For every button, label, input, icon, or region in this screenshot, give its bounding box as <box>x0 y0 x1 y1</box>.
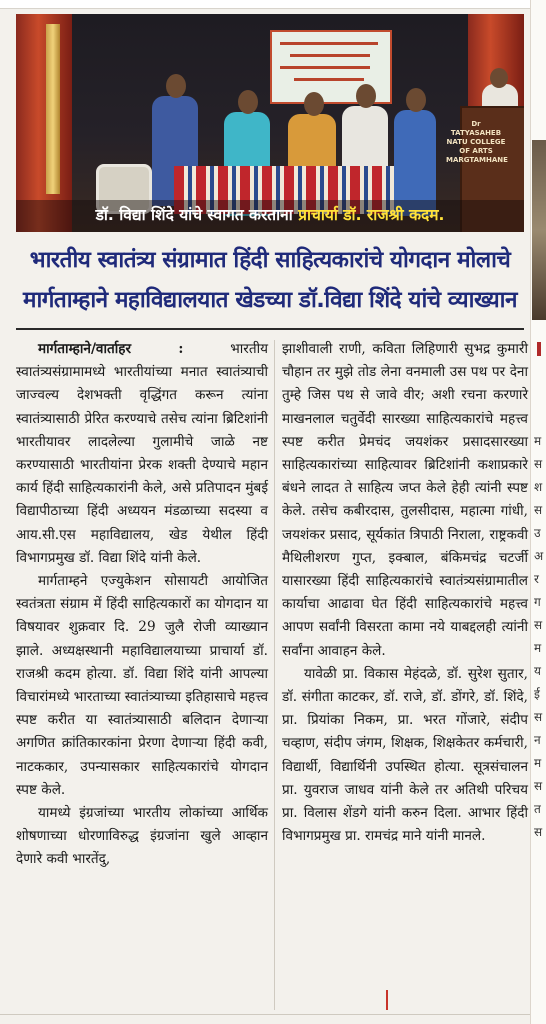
adjacent-photo <box>532 140 546 320</box>
caption-white: डॉ. विद्या शिंदे यांचे स्वागत करताना <box>95 206 293 224</box>
article-paragraph: झाशीवाली राणी, कविता लिहिणारी सुभद्र कुमारी चौहान तर मुझे तोड लेना वनमाली उस पथ पर देना तुम्हे जिस पथ से जावे वीर; अशी रचना करणारे माखनलाल चतुर्वेदी सारख्या साहित्यकारांचे महत्त्व स्पष्ट करीत प्रेमचंद जयशंकर प्रसादसारख्या साहित्यकारांच्या साहित्यावर ब्रिटिशांनी कशाप्रकारे बंधने लादत ते साहित्य जप्त केले हेही त्यांनी स्पष्ट केले. तसेच कबीरदास, तुलसीदास, महात्मा गांधी, जयशंकर प्रसाद, सूर्यकांत त्रिपाठी निराला, राष्ट्रकवी मैथिलीशरण गुप्त, इक्बाल, बंकिमचंद्र चटर्जी यासारख्या हिंदी साहित्यकारांचे स्वातंत्र्यसंग्रामातील कार्याचा आढावा घेत हिंदी साहित्यकारांचे महत्त्व आपण सर्वांनी विसरता कामा नये याबद्दलही त्यांनी सर्वांना आवाहन केले. <box>282 341 528 659</box>
article-paragraph: यामध्ये इंग्रजांच्या भारतीय लोकांच्या आर्थिक शोषणाच्या धोरणाविरुद्ध इंग्रजांना खुले आव्हान देणारे कवी भारतेंदु, <box>16 805 268 868</box>
article-paragraph <box>16 338 268 570</box>
caption-yellow: प्राचार्या डॉ. राजश्री कदम. <box>298 206 445 224</box>
bottom-border <box>0 1014 530 1024</box>
banner-text-line <box>280 42 378 45</box>
article-paragraph: यावेळी प्रा. विकास मेहंदळे, डॉ. सुरेश सुतार, डॉ. संगीता काटकर, डॉ. राजे, डॉ. डोंगरे, डॉ. शिंदे, प्रा. प्रियांका निकम, प्रा. भरत गोंजारे, संदीप चव्हाण, संदीप जंगम, शिक्षक, शिक्षकेतर कर्मचारी, विद्यार्थी, विद्यार्थिनी उपस्थित होत्या. सूत्रसंचालन प्रा. युवराज जाधव यांनी केले तर अतिथी परिचय प्रा. विलास शेंडगे यांनी करुन दिला. आभार हिंदी विभागप्रमुख प्रा. रामचंद्र माने यांनी मानले. <box>282 665 528 845</box>
column-divider <box>274 340 275 1010</box>
adjacent-marker <box>537 342 541 356</box>
red-marker <box>386 990 388 1010</box>
person-5-head <box>406 88 426 112</box>
article-paragraph-text: भारतीय स्वातंत्र्यसंग्रामामध्ये भारतीयांच्या मनात स्वातंत्र्याची जाज्वल्य देशभक्ती वृद्धिंगत करून त्यांना स्वातंत्र्यासाठी प्रेरित करण्याचे तसेच त्यांना ब्रिटिशांनी भारतीयावर लादलेल्या गुलामीचे जाळे नष्ट करण्यासाठी भारतीयांना प्रेरक शक्ती देण्याचे महान कार्य हिंदी साहित्यकारांनी केले, असे प्रतिपादन मुंबई विद्यापीठाच्या हिंदी अध्ययन मंडळाच्या सदस्या व आय.सी.एस महाविद्यालय, खेड येथील हिंदी विभागप्रमुख डॉ. विद्या शिंदे यांनी केले. <box>16 341 268 566</box>
headline-line-1: भारतीय स्वातंत्र्य संग्रामात हिंदी साहित्यकारांचे योगदान मोलाचे <box>29 247 511 273</box>
headline-rule <box>16 328 524 330</box>
person-4-head <box>356 84 376 108</box>
banner-text-line <box>290 54 370 57</box>
article-paragraph: मार्गताम्हने एज्युकेशन सोसायटी आयोजित स्वतंत्रता संग्राम में हिंदी साहित्यकारों का योगदान या विषयावर शुक्रवार दि. 29 जुलै रोजी व्याख्यान झाले. अध्यक्षस्थानी महाविद्यालयाच्या प्राचार्या डॉ. राजश्री कदम होत्या. डॉ. विद्या शिंदे यांनी आपल्या विचारांमध्ये भारताच्या स्वातंत्र्याच्या इतिहासाचे महत्त्व स्पष्ट करीत या स्वातंत्र्यासाठी बलिदान देणाऱ्या अगणित क्रांतिकारकांना प्रेरणा देणाऱ्या हिंदी कवी, नाटककार, उपन्यासकार साहित्यकारांचे योगदान स्पष्ट केले. <box>16 573 269 798</box>
banner-text-line <box>280 66 370 69</box>
person-3-head <box>304 92 324 116</box>
headline <box>16 240 524 320</box>
adjacent-text: म स श स उ अ र ग स म य ई स न म स त स <box>534 434 544 839</box>
podium-label: Dr TATYASAHEB NATU COLLEGE OF ARTS MARGTAMHANE <box>446 120 508 164</box>
article-column-right <box>282 338 528 848</box>
person-2-head <box>238 90 258 114</box>
article-column-left <box>16 338 268 872</box>
photo-caption <box>16 200 524 232</box>
person-1-head <box>166 74 186 98</box>
banner-text-line <box>294 78 364 81</box>
person-6-head <box>490 68 508 88</box>
dateline: मार्गताम्हाने/वार्ताहर : <box>38 341 184 357</box>
headline-line-2: मार्गताम्हाने महाविद्यालयात खेडच्या डॉ.विद्या शिंदे यांचे व्याख्यान <box>22 287 517 313</box>
decorated-pillar <box>46 24 60 194</box>
top-border <box>0 0 530 9</box>
